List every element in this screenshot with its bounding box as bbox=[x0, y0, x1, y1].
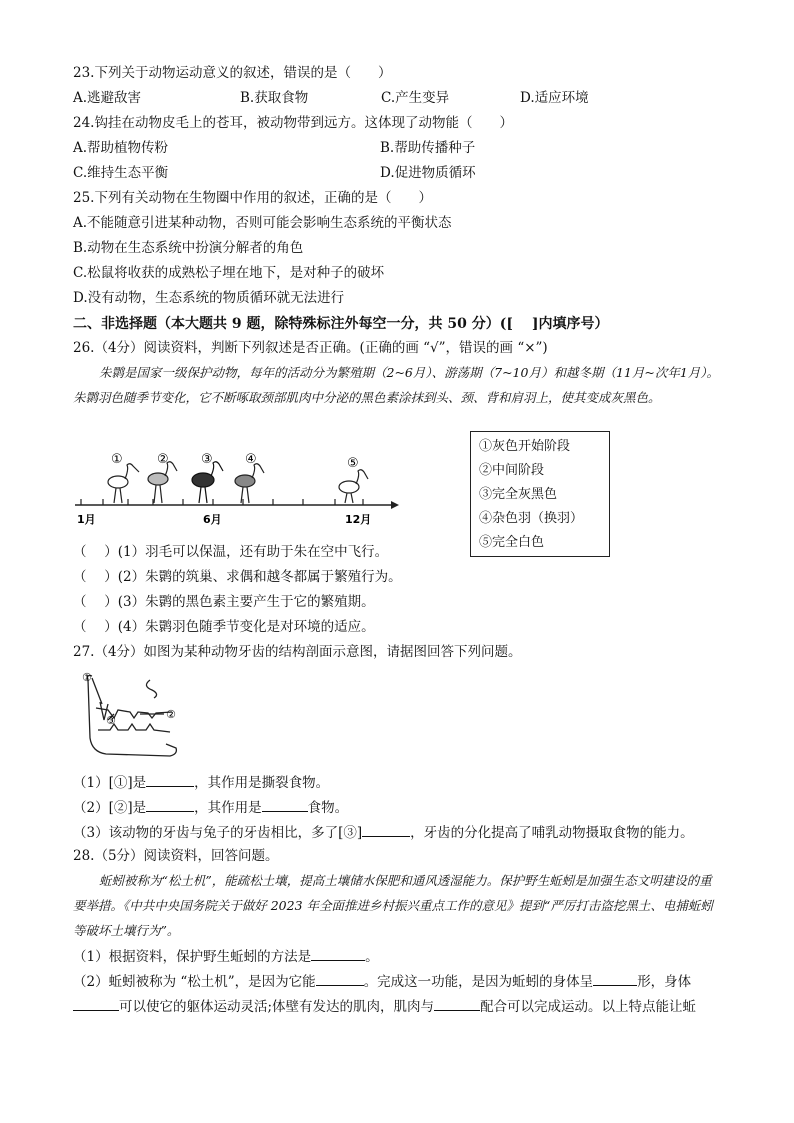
q23-option-b: B.获取食物 bbox=[240, 90, 309, 106]
ibis-bird-3 bbox=[192, 462, 223, 503]
q27-sub2-mid: ，其作用是 bbox=[194, 800, 262, 816]
axis-label-jan: 1月 bbox=[77, 513, 96, 526]
answer-blank[interactable] bbox=[262, 797, 308, 812]
q26-item-4: （ ）(4）朱鹮羽色随季节变化是对环境的适应。 bbox=[73, 619, 375, 635]
q27-sub1-lead: （1）[①]是 bbox=[73, 775, 147, 791]
marker-1: ① bbox=[111, 452, 123, 467]
q27-sub3 bbox=[73, 822, 694, 842]
q28-passage-text: 蚯蚓被称为“松土机”，能疏松土壤，提高土壤储水保肥和通风透湿能力。保护野生蚯蚓是加强生态文明建设的重要举措。《中共中央国务院关于做好 2023 年全面推进乡村振兴重点工作的意见》提到“严厉打击盗挖黑土、电捕蚯蚓等破坏土壤行为”。 bbox=[73, 873, 713, 938]
q25-option-d: D.没有动物，生态系统的物质循环就无法进行 bbox=[73, 290, 345, 306]
q28-sub2-line1 bbox=[73, 971, 691, 991]
tooth-marker-2: ② bbox=[166, 708, 176, 721]
axis-label-dec: 12月 bbox=[345, 513, 372, 526]
q28-sub2-c: 形，身体 bbox=[637, 974, 692, 990]
legend-item-2: ②中间阶段 bbox=[479, 463, 545, 478]
q24-stem: 24.钩挂在动物皮毛上的苍耳，被动物带到远方。这体现了动物能（ ） bbox=[73, 115, 513, 131]
q27-sub1-tail: ，其作用是撕裂食物。 bbox=[194, 775, 330, 791]
answer-blank[interactable] bbox=[362, 822, 410, 837]
q28-stem: 28.（5分）阅读资料，回答问题。 bbox=[73, 848, 279, 864]
q28-sub2-e: 配合可以完成运动。以上特点能让蚯 bbox=[480, 999, 697, 1015]
section-heading: 二、非选择题（本大题共 9 题，除特殊标注外每空一分，共 50 分）([ ]内填序号） bbox=[73, 316, 609, 332]
legend-item-4: ④杂色羽（换羽） bbox=[479, 511, 584, 526]
answer-blank[interactable] bbox=[146, 797, 194, 812]
answer-blank[interactable] bbox=[73, 996, 119, 1011]
answer-blank[interactable] bbox=[316, 971, 364, 986]
q26-passage bbox=[73, 360, 723, 410]
marker-4: ④ bbox=[245, 452, 257, 467]
q28-sub1-tail: 。 bbox=[365, 949, 379, 965]
q27-sub2 bbox=[73, 797, 348, 817]
ibis-bird-4 bbox=[235, 464, 264, 503]
q23-option-d: D.适应环境 bbox=[520, 90, 589, 106]
ibis-bird-2 bbox=[148, 462, 177, 503]
q26-passage-text: 朱鹮是国家一级保护动物，每年的活动分为繁殖期（2~6月）、游荡期（7~10月）和越冬期（11月~次年1月）。朱鹮羽色随季节变化，它不断啄取颈部肌肉中分泌的黑色素涂抹到头、颈、背和肩羽上，使其变成灰黑色。 bbox=[73, 365, 720, 405]
q27-sub3-lead: （3）该动物的牙齿与兔子的牙齿相比，多了[③] bbox=[73, 825, 363, 841]
marker-2: ② bbox=[157, 452, 169, 467]
legend-item-3: ③完全灰黑色 bbox=[479, 487, 558, 502]
marker-5: ⑤ bbox=[347, 456, 359, 471]
axis-label-jun: 6月 bbox=[203, 513, 222, 526]
answer-blank[interactable] bbox=[434, 996, 480, 1011]
q25-option-c: C.松鼠将收获的成熟松子埋在地下，是对种子的破坏 bbox=[73, 265, 385, 281]
ibis-bird-1 bbox=[108, 464, 139, 503]
q26-item-3: （ ）(3）朱鹮的黑色素主要产生于它的繁殖期。 bbox=[73, 594, 375, 610]
q25-option-a: A.不能随意引进某种动物，否则可能会影响生态系统的平衡状态 bbox=[73, 215, 452, 231]
ibis-bird-5 bbox=[339, 470, 368, 503]
marker-3: ③ bbox=[201, 452, 213, 467]
tooth-marker-3: ③ bbox=[106, 714, 116, 727]
q28-sub2-d: 可以使它的躯体运动灵活;体壁有发达的肌肉，肌肉与 bbox=[119, 999, 435, 1015]
q23-stem: 23.下列关于动物运动意义的叙述，错误的是（ ） bbox=[73, 65, 392, 81]
q27-sub2-tail: 食物。 bbox=[307, 800, 349, 816]
q23-option-a: A.逃避敌害 bbox=[73, 90, 142, 106]
q23-option-c: C.产生变异 bbox=[381, 90, 450, 106]
q25-option-b: B.动物在生态系统中扮演分解者的角色 bbox=[73, 240, 304, 256]
q24-option-a: A.帮助植物传粉 bbox=[73, 140, 169, 156]
q26-item-2: （ ）(2）朱鹮的筑巢、求偶和越冬都属于繁殖行为。 bbox=[73, 569, 402, 585]
q27-sub2-lead: （2）[②]是 bbox=[73, 800, 147, 816]
q26-stem: 26.（4分）阅读资料，判断下列叙述是否正确。(正确的画 “√”，错误的画 “×”) bbox=[73, 340, 548, 356]
q28-sub2-line2 bbox=[73, 996, 696, 1016]
answer-blank[interactable] bbox=[146, 772, 194, 787]
answer-blank[interactable] bbox=[311, 946, 365, 961]
tooth-structure-figure bbox=[78, 668, 188, 764]
q27-sub3-tail: ，牙齿的分化提高了哺乳动物摄取食物的能力。 bbox=[410, 825, 694, 841]
q28-sub1 bbox=[73, 946, 379, 966]
answer-blank[interactable] bbox=[593, 971, 637, 986]
legend-item-1: ①灰色开始阶段 bbox=[479, 439, 571, 454]
q24-option-c: C.维持生态平衡 bbox=[73, 165, 169, 181]
q27-sub1 bbox=[73, 772, 329, 792]
q28-sub2-a: （2）蚯蚓被称为 “松土机”，是因为它能 bbox=[73, 974, 316, 990]
q28-passage bbox=[73, 868, 723, 943]
q27-stem: 27.（4分）如图为某种动物牙齿的结构剖面示意图，请据图回答下列问题。 bbox=[73, 644, 522, 660]
q26-item-1: （ ）(1）羽毛可以保温，还有助于朱在空中飞行。 bbox=[73, 544, 389, 560]
q28-sub1-lead: （1）根据资料，保护野生蚯蚓的方法是 bbox=[73, 949, 312, 965]
tooth-marker-1: ① bbox=[82, 671, 92, 684]
q24-option-b: B.帮助传播种子 bbox=[380, 140, 476, 156]
q25-stem: 25.下列有关动物在生物圈中作用的叙述，正确的是（ ） bbox=[73, 190, 432, 206]
q24-option-d: D.促进物质循环 bbox=[380, 165, 476, 181]
legend-item-5: ⑤完全白色 bbox=[479, 535, 545, 550]
ibis-timeline-figure bbox=[73, 445, 403, 530]
q28-sub2-b: 。完成这一功能，是因为蚯蚓的身体呈 bbox=[363, 974, 594, 990]
ibis-legend-box bbox=[470, 431, 610, 557]
